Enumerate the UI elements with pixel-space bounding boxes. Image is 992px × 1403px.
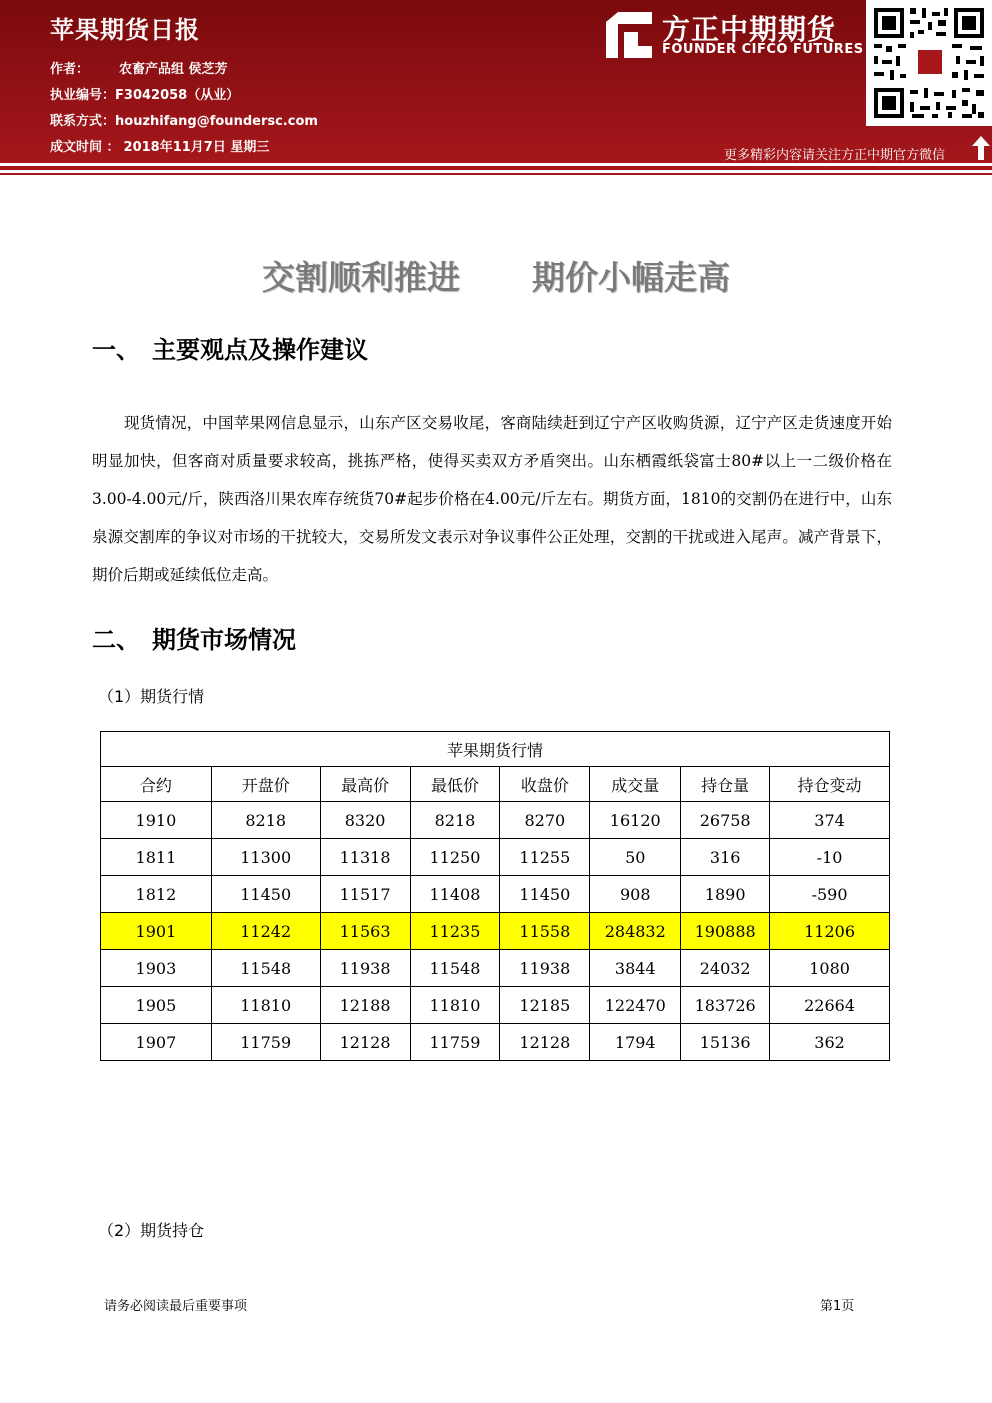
- table-cell: 1905: [101, 987, 212, 1024]
- table-cell: 11938: [320, 950, 410, 987]
- table-cell: 1812: [101, 876, 212, 913]
- table-row: [101, 802, 890, 839]
- table-cell: 12128: [320, 1024, 410, 1061]
- col-header: 合约: [101, 767, 212, 802]
- table-cell: 11938: [500, 950, 590, 987]
- table-cell: 1907: [101, 1024, 212, 1061]
- arrow-up-icon: [972, 136, 990, 160]
- table-cell: 11759: [211, 1024, 320, 1061]
- table-row-highlighted: [101, 913, 890, 950]
- table-cell: 284832: [590, 913, 681, 950]
- table-cell: -10: [770, 839, 890, 876]
- table-cell: 16120: [590, 802, 681, 839]
- table-cell: 1080: [770, 950, 890, 987]
- table-cell: 12188: [320, 987, 410, 1024]
- table-cell: 11548: [211, 950, 320, 987]
- col-header: 收盘价: [500, 767, 590, 802]
- table-cell: 3844: [590, 950, 681, 987]
- section-heading-2: 二、 期货市场情况: [92, 626, 296, 654]
- logo-text-cn: 方正中期期货: [662, 13, 837, 46]
- col-header: 最高价: [320, 767, 410, 802]
- subheading-futures-position: （2）期货持仓: [98, 1221, 205, 1240]
- table-cell: 1794: [590, 1024, 681, 1061]
- table-header-row: [101, 767, 890, 802]
- table-cell: 26758: [681, 802, 770, 839]
- table-cell: 316: [681, 839, 770, 876]
- table-cell: 1903: [101, 950, 212, 987]
- footer-notice: 请务必阅读最后重要事项: [104, 1299, 248, 1314]
- contact-email-link[interactable]: houzhifang@foundersc.com: [115, 114, 318, 129]
- table-cell: -590: [770, 876, 890, 913]
- meta-license: 执业编号：F3042058（从业）: [50, 88, 240, 103]
- table-cell: 11810: [211, 987, 320, 1024]
- qr-code-icon[interactable]: [866, 0, 992, 126]
- logo-mark-icon: [604, 10, 654, 60]
- logo-text-en: FOUNDER CIFCO FUTURES: [662, 42, 864, 57]
- company-logo: [604, 8, 864, 62]
- col-header: 成交量: [590, 767, 681, 802]
- table-row: [101, 987, 890, 1024]
- table-cell: 11408: [410, 876, 500, 913]
- table-caption: 苹果期货行情: [101, 732, 890, 767]
- subheading-futures-quote: （1）期货行情: [98, 687, 205, 706]
- table-cell: 11300: [211, 839, 320, 876]
- table-row: [101, 839, 890, 876]
- table-cell: 11255: [500, 839, 590, 876]
- table-cell: 11318: [320, 839, 410, 876]
- meta-author: 作者： 农畜产品组 侯芝芳: [50, 62, 228, 77]
- table-cell: 374: [770, 802, 890, 839]
- headline: [0, 252, 992, 299]
- table-cell: 22664: [770, 987, 890, 1024]
- table-cell: 8270: [500, 802, 590, 839]
- table-caption-row: [101, 732, 890, 767]
- table-cell: 8218: [410, 802, 500, 839]
- futures-quote-table: [100, 731, 890, 1061]
- table-cell: 1890: [681, 876, 770, 913]
- table-cell: 122470: [590, 987, 681, 1024]
- table-cell: 8218: [211, 802, 320, 839]
- table-cell: 908: [590, 876, 681, 913]
- table-cell: 1910: [101, 802, 212, 839]
- report-title: 苹果期货日报: [50, 16, 200, 44]
- table-cell: 11450: [211, 876, 320, 913]
- table-cell: 11242: [211, 913, 320, 950]
- table-cell: 11250: [410, 839, 500, 876]
- table-row: [101, 950, 890, 987]
- table-cell: 11810: [410, 987, 500, 1024]
- table-cell: 15136: [681, 1024, 770, 1061]
- follow-wechat-text: 更多精彩内容请关注方正中期官方微信: [724, 148, 946, 163]
- section-heading-1: 一、 主要观点及操作建议: [92, 336, 368, 364]
- table-cell: 11558: [500, 913, 590, 950]
- table-cell: 11548: [410, 950, 500, 987]
- table-cell: 11206: [770, 913, 890, 950]
- footer-page-number: 第1页: [820, 1299, 855, 1314]
- table-row: [101, 876, 890, 913]
- meta-contact: 联系方式：houzhifang@foundersc.com: [50, 114, 318, 129]
- header-divider: [0, 166, 992, 170]
- table-cell: 1811: [101, 839, 212, 876]
- table-cell: 11450: [500, 876, 590, 913]
- headline-part2: 期价小幅走高: [532, 258, 730, 297]
- table-cell: 11759: [410, 1024, 500, 1061]
- table-cell: 362: [770, 1024, 890, 1061]
- header-banner: [0, 0, 992, 163]
- table-cell: 8320: [320, 802, 410, 839]
- col-header: 持仓量: [681, 767, 770, 802]
- table-cell: 1901: [101, 913, 212, 950]
- header-divider-thin: [0, 173, 992, 175]
- col-header: 最低价: [410, 767, 500, 802]
- table-cell: 50: [590, 839, 681, 876]
- table-cell: 190888: [681, 913, 770, 950]
- col-header: 开盘价: [211, 767, 320, 802]
- table-cell: 11235: [410, 913, 500, 950]
- headline-part1: 交割顺利推进: [262, 258, 460, 297]
- table-cell: 11563: [320, 913, 410, 950]
- table-cell: 24032: [681, 950, 770, 987]
- table-cell: 11517: [320, 876, 410, 913]
- table-cell: 12128: [500, 1024, 590, 1061]
- col-header: 持仓变动: [770, 767, 890, 802]
- summary-paragraph: 现货情况，中国苹果网信息显示，山东产区交易收尾，客商陆续赶到辽宁产区收购货源，辽宁产区走货速度开始明显加快，但客商对质量要求较高，挑拣严格，使得买卖双方矛盾突出。山东栖霞纸袋富士80#以上一二级价格在3.00-4.00元/斤，陕西洛川果农库存统货70#起步价格在4.00元/斤左右。期货方面，1810的交割仍在进行中，山东泉源交割库的争议对市场的干扰较大，交易所发文表示对争议事件公正处理，交割的干扰或进入尾声。减产背景下，期价后期或延续低位走高。: [92, 414, 892, 584]
- meta-date: 成文时间 ： 2018年11月7日 星期三: [50, 140, 270, 155]
- table-cell: 183726: [681, 987, 770, 1024]
- table-cell: 12185: [500, 987, 590, 1024]
- table-row: [101, 1024, 890, 1061]
